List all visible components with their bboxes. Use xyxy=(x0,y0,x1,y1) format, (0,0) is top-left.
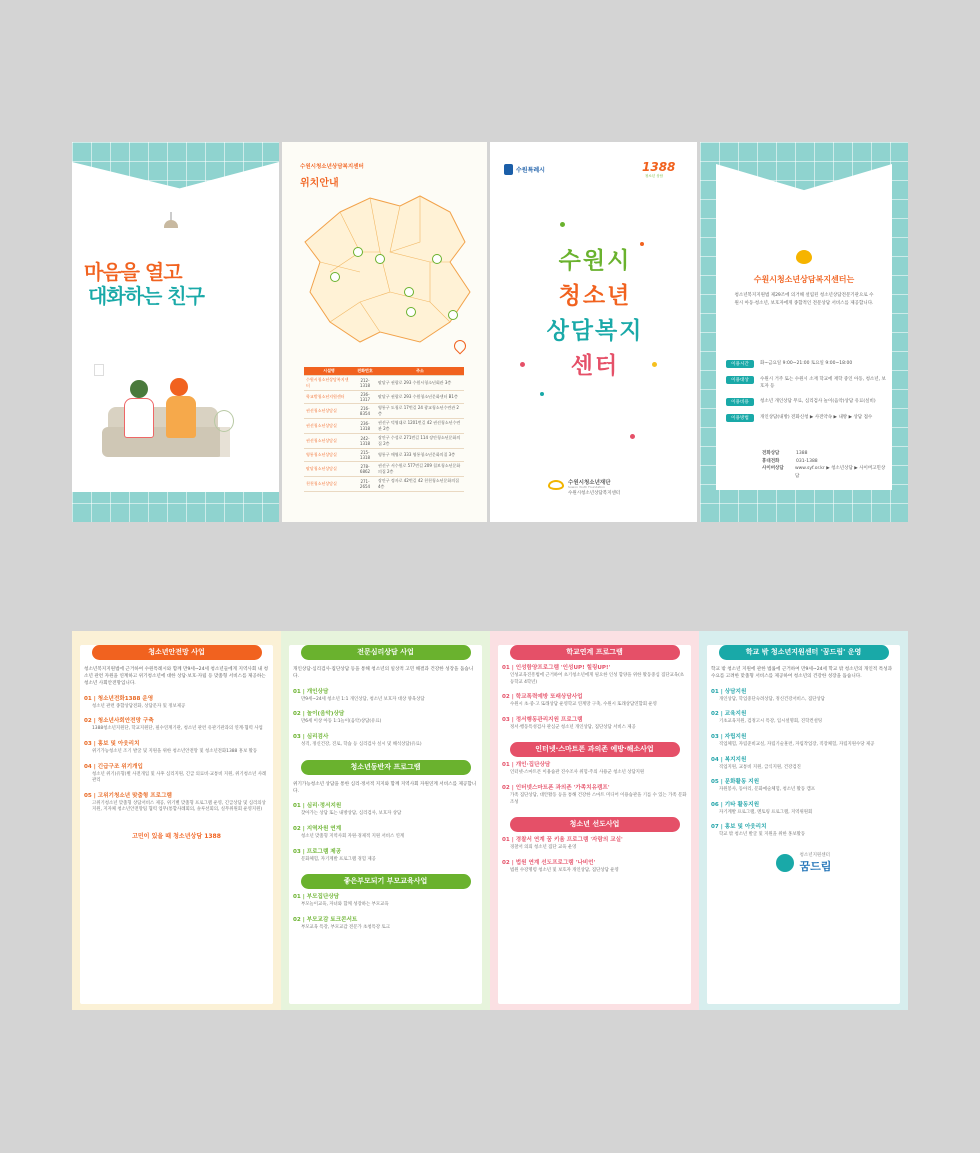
program-desc: 인성교육진흥법에 근거하여 초기청소년에게 필요한 인성 함양을 위한 활동중심 집단교육(초등학교 4학년) xyxy=(510,673,685,685)
info-extra-value: 031-1388 xyxy=(796,458,818,464)
info-row xyxy=(726,360,886,368)
section-header: 학교 밖 청소년지원센터 '꿈드림' 운영 xyxy=(719,645,889,660)
brochure-front xyxy=(72,142,908,522)
table-row xyxy=(304,419,464,434)
info-row-label: 이용시간 xyxy=(726,360,754,368)
program-item xyxy=(707,729,900,752)
back-panel-2 xyxy=(281,631,490,1010)
program-item xyxy=(289,912,482,935)
program-desc: 기초교육지원, 검정고시 특강, 입시설명회, 진학컨설팅 xyxy=(719,719,823,725)
program-name: 홍보 및 아웃리치 xyxy=(97,740,140,747)
info-row-label: 이용방법 xyxy=(726,414,754,422)
section-header: 좋은부모되기 부모교육사업 xyxy=(301,874,471,889)
program-number: 06 xyxy=(711,801,719,808)
table-cell: 242-1318 xyxy=(354,434,376,449)
program-desc: 문화체험, 자기계발 프로그램 경험 제공 xyxy=(301,856,376,862)
program-name: 프로그램 제공 xyxy=(306,848,342,855)
program-desc: 가족 집단상담, 대안활동 등을 통해 건강한 스마트 미디어 이용습관을 기를 수 있는 가족 문화 조성 xyxy=(510,793,687,805)
section-header: 청소년안전망 사업 xyxy=(92,645,262,660)
info-extra-row xyxy=(762,450,886,458)
program-name: 기타 활동지원 xyxy=(724,801,760,808)
table-cell: 수원시청소년상담복지센터 xyxy=(304,376,354,391)
section-header: 청소년동반자 프로그램 xyxy=(301,760,471,775)
program-title xyxy=(293,915,478,923)
program-number: 02 xyxy=(84,718,92,725)
program-sep: | xyxy=(300,688,307,695)
table-cell: 212-1318 xyxy=(354,376,376,391)
map-pin xyxy=(375,254,385,264)
program-desc: 성격, 정신건강, 진로, 학습 등 심리검사 실시 및 해석상담(유료) xyxy=(301,742,422,747)
program-name: 정서행동관리지원 프로그램 xyxy=(515,716,583,723)
program-item xyxy=(707,684,900,707)
table-cell: 영통구 도청로 17번길 24 광교청소년수련관 2층 xyxy=(376,404,464,419)
front-panel-main-cover: 수원특례시 1388 청소년 상담 수원시 청소년 상담복지 센터 수원시청소년재단 Suwon Youth Foundation 수원시청소년상담복지센터 xyxy=(490,142,697,522)
table-row xyxy=(304,434,464,449)
program-item xyxy=(289,844,482,867)
program-item xyxy=(289,889,482,912)
program-number: 01 xyxy=(502,837,510,844)
program-name: 고위기청소년 맞춤형 프로그램 xyxy=(97,792,172,799)
program-number: 01 xyxy=(293,803,301,810)
program-title xyxy=(293,732,478,740)
foundation-name: 수원시청소년재단 xyxy=(568,480,611,486)
location-table: 시설명 전화번호 주소 수원시청소년상담복지센터 212-1318 팔달구 권광로 293 수원시청소년회관 3층 학교밖청소년지원센터 236-1317 팔달구 권광로 293 수원청소년문화센터 B1층 권선청소년상담실 216-8354 영통구 도청로 17번길 24 광교청소년수련관 2층 권선청소년상담실 236-1318 권선구 덕영대로 1201번길 42 권선청소년수련관 2층 권선청소년상담실 242-1318 장안구 수성로 271번길 114 장안청소년문화의집 2층 영통청소년상담실 215-1318 영통구 매영로 333 영통청소년문화의집 3층 팔달청소년상담실 278-6862 권선구 서수원로 577번길 209 칠보청소년문화의집 2층 천천청소년상담실 271-2654 장안구 정자로 42번길 42 천천청소년문화의집 4층 xyxy=(304,367,464,492)
program-title xyxy=(502,715,687,723)
program-number: 02 xyxy=(293,826,301,832)
program-name: 홍보 및 아웃리치 xyxy=(724,824,767,831)
program-desc: 고위기청소년 맞춤형 상담서비스 제공, 위기별 맞춤형 프로그램 운영, 긴급상담 및 심리의상 지원, 지자체 청소년안전망팀 협력 업무(통합사례회의, 솔루션회의, 실무위원회 운영지원) xyxy=(92,800,266,813)
section-header: 인터넷·스마트폰 과의존 예방·해소사업 xyxy=(510,742,680,757)
map-heading: 위치안내 xyxy=(300,178,339,189)
info-row-label: 이용비용 xyxy=(726,398,754,406)
map-pin xyxy=(353,247,363,257)
program-number: 01 xyxy=(502,762,510,769)
program-sep: | xyxy=(509,785,516,792)
program-sep: | xyxy=(718,734,725,740)
table-cell: 장안구 수성로 271번길 114 장안청소년문화의집 2층 xyxy=(376,434,464,449)
table-cell: 216-8354 xyxy=(354,404,376,419)
program-sep: | xyxy=(300,916,307,923)
program-number: 02 xyxy=(502,859,510,866)
program-desc: 직업체험, 자립준비교실, 자립기술훈련, 자립작업장, 직장체험, 자립지원수당 제공 xyxy=(719,742,875,747)
program-number: 03 xyxy=(84,740,92,747)
program-number: 04 xyxy=(84,763,92,770)
program-number: 01 xyxy=(502,665,510,671)
program-desc: 부모교육 특강, 부모교감 전문가 초청특강 토크 xyxy=(301,924,390,930)
back-panel-3 xyxy=(490,631,699,1010)
program-name: 청소년전화1388 운영 xyxy=(97,695,154,702)
program-sep: | xyxy=(91,763,98,770)
table-cell: 팔달청소년상담실 xyxy=(304,462,354,477)
program-desc: 자원봉사, 동아리, 문화예술체험, 청소년 활동 캠프 xyxy=(719,787,815,793)
program-title xyxy=(293,687,478,695)
map-pin xyxy=(406,307,416,317)
table-cell: 권선청소년상담실 xyxy=(304,434,354,449)
info-title: 수원시청소년상담복지센터는 xyxy=(753,275,855,284)
program-item xyxy=(498,832,691,855)
program-sep: | xyxy=(509,694,516,701)
section-header: 전문심리상담 사업 xyxy=(301,645,471,660)
program-desc: 부모놀이교육, 자녀와 함께 성장하는 부모교육 xyxy=(301,902,389,908)
program-item xyxy=(707,706,900,729)
back-panel-1 xyxy=(72,631,281,1010)
program-name: 부모집단상담 xyxy=(306,894,340,901)
info-extra-value: 1388 xyxy=(796,451,808,456)
info-extra-row xyxy=(762,458,886,466)
program-name: 개인상담 xyxy=(306,688,329,695)
program-number: 01 xyxy=(84,695,92,702)
program-name: 경찰서 연계 꿈 키움 프로그램 '자람의 교실' xyxy=(515,837,623,844)
program-number: 07 xyxy=(711,824,719,831)
table-cell: 영통청소년상담실 xyxy=(304,449,354,462)
city-logo-text: 수원특례시 xyxy=(516,167,545,174)
program-name: 법원 연계 선도프로그램 '나비언' xyxy=(515,859,596,866)
program-item xyxy=(80,691,273,714)
section-intro: 개인상담·심리검사·집단상담 등을 통해 청소년의 일상적 고민 해결과 건강한 성장을 돕습니다. xyxy=(293,667,474,679)
program-number: 02 xyxy=(502,694,510,701)
program-title xyxy=(84,762,269,770)
program-item xyxy=(498,660,691,689)
table-cell: 236-1318 xyxy=(354,419,376,434)
program-title xyxy=(502,858,687,866)
program-sep: | xyxy=(509,859,516,866)
program-sep: | xyxy=(300,803,307,810)
program-number: 01 xyxy=(711,688,719,695)
lamp-icon xyxy=(164,220,178,228)
table-cell: 271-2654 xyxy=(354,477,376,492)
kkumdream-text xyxy=(800,852,832,874)
program-sep: | xyxy=(300,734,307,740)
front-panel-info xyxy=(700,142,908,522)
program-number: 01 xyxy=(293,894,301,901)
kkumdream-logo xyxy=(707,852,900,874)
cover-title-line2: 대화하는 친구 xyxy=(88,284,204,308)
kkumdream-big: 꿈드림 xyxy=(799,860,832,874)
main-title: 수원시 청소년 상담복지 센터 xyxy=(546,248,644,379)
front-panel-map xyxy=(282,142,487,522)
program-desc: 직업지원, 교통비 지원, 급식지원, 건강검진 xyxy=(719,764,801,770)
table-cell: 236-1317 xyxy=(354,391,376,404)
program-desc: 만6세 이상 아동 1:1놀이(음악)상담(유료) xyxy=(301,719,382,725)
program-title xyxy=(711,755,896,763)
program-desc: 1388청소년지원단, 학교지원단, 필수연계기관, 청소년 관련 유관기관과의 연계·협력 사업 xyxy=(92,726,263,732)
frame-icon xyxy=(94,364,104,376)
program-desc: 청소년 위기(유형)별 사전개입 및 사후 심리지원, 긴급 의료비·교통비 지원, 위기청소년 사례관리 xyxy=(92,771,267,784)
program-number: 02 xyxy=(293,916,301,923)
program-sep: | xyxy=(718,711,725,718)
program-desc: 법원 수강명령 청소년 및 보호자 개인상담, 집단상담 운영 xyxy=(510,867,619,873)
table-row xyxy=(304,404,464,419)
program-sep: | xyxy=(718,824,725,831)
table-cell: 팔달구 권광로 293 수원청소년문화센터 B1층 xyxy=(376,391,464,404)
program-name: 심리검사 xyxy=(306,734,329,740)
program-sep: | xyxy=(300,711,307,718)
info-intro: 청소년복지지원법 제29조에 의거해 설립된 청소년상담전문기관으로 수원시 아동·청소년, 보호자에게 종합적인 전문상담 서비스를 제공합니다. xyxy=(734,293,874,306)
section-header: 학교연계 프로그램 xyxy=(510,645,680,660)
program-item xyxy=(289,729,482,752)
info-extra-key: 사이버상담 xyxy=(762,466,784,472)
program-name: 인성함양프로그램 '인성UP! 힐링UP!' xyxy=(515,665,611,671)
program-desc: 청소년 맞춤형 지역사회 자원·경제적 지원 서비스 연계 xyxy=(301,834,405,839)
map-pin xyxy=(330,272,340,282)
program-item xyxy=(289,706,482,729)
badge-1388: 1388 xyxy=(642,160,676,174)
program-number: 03 xyxy=(711,734,719,740)
program-item xyxy=(289,684,482,707)
program-number: 03 xyxy=(293,848,301,855)
program-title xyxy=(293,801,478,809)
section-header: 청소년 선도사업 xyxy=(510,817,680,832)
program-name: 인터넷스마트폰 과의존 '가족치유캠프' xyxy=(515,785,610,792)
program-title xyxy=(711,709,896,717)
program-desc: 청소년 관련 종합상담전화, 상담문자 및 정보제공 xyxy=(92,703,186,709)
program-sep: | xyxy=(718,756,725,763)
front-panel-cover-illustration xyxy=(72,142,279,522)
program-name: 자립지원 xyxy=(724,734,747,740)
program-title xyxy=(502,760,687,768)
table-row xyxy=(304,449,464,462)
table-cell: 215-1318 xyxy=(354,449,376,462)
program-sep: | xyxy=(509,837,516,844)
info-extra-value: www.syf.or.kr ▶ 청소년상담 ▶ 사이버고민상담 xyxy=(794,466,886,479)
person-green-icon xyxy=(130,380,148,398)
table-row xyxy=(304,376,464,391)
program-name: 긴급구조 위기개입 xyxy=(97,763,143,770)
program-desc: 정서·행동특성검사 관심군 청소년 개인상담, 집단상담 서비스 제공 xyxy=(510,724,636,730)
info-row xyxy=(726,414,886,422)
info-row-value: 개인상담(내방) 전화신청 ▶ 사전약속 ▶ 내방 ▶ 상담 접수 xyxy=(760,415,873,421)
program-sep: | xyxy=(300,826,307,832)
program-desc: 만9세~24세 청소년 1:1 개인상담, 청소년 보호자 대상 양육상담 xyxy=(301,696,425,702)
map-pin xyxy=(404,287,414,297)
program-desc: 경찰서 의뢰 청소년 집단 교육 운영 xyxy=(510,845,577,851)
program-item xyxy=(707,752,900,775)
program-sep: | xyxy=(300,894,307,901)
table-cell: 학교밖청소년지원센터 xyxy=(304,391,354,404)
program-desc: 학교 밖 청소년 발굴 및 지원을 위한 홍보활동 xyxy=(719,832,806,838)
program-item xyxy=(498,757,691,780)
program-item xyxy=(498,780,691,809)
program-title xyxy=(293,709,478,717)
program-item xyxy=(707,797,900,820)
program-number: 02 xyxy=(502,785,510,792)
table-cell: 권선청소년상담실 xyxy=(304,404,354,419)
program-sep: | xyxy=(91,718,98,725)
table-row xyxy=(304,462,464,477)
program-item xyxy=(707,774,900,797)
program-sep: | xyxy=(718,801,725,808)
table-cell: 장안구 정자로 42번길 42 천천청소년문화의집 4층 xyxy=(376,477,464,492)
program-item xyxy=(707,819,900,842)
program-number: 02 xyxy=(711,711,719,718)
info-extra-key: 휴대전화 xyxy=(762,458,780,464)
info-row-value: 청소년 개인상담 무료, 심리검사 놀이(음악)상담 유료(실비) xyxy=(760,399,876,405)
program-name: 학교폭력예방 또래상담사업 xyxy=(515,694,583,701)
map-pin xyxy=(432,254,442,264)
program-name: 지역자원 연계 xyxy=(306,826,342,832)
info-extra-row xyxy=(762,465,886,480)
program-item xyxy=(289,821,482,844)
program-title xyxy=(502,692,687,700)
info-row-value: 수원시 거주 또는 수원시 소재 학교에 재학 중인 아동, 청소년, 보호자 등 xyxy=(760,377,886,390)
table-row xyxy=(304,391,464,404)
foundation-logo-icon xyxy=(796,250,812,264)
program-sep: | xyxy=(91,740,98,747)
map-pin xyxy=(448,310,458,320)
program-desc: 수원시 초·중·고 또래상담 운영학교 연계망 구축, 수원시 또래상담연합회 운영 xyxy=(510,702,657,708)
table-row xyxy=(304,477,464,492)
program-number: 05 xyxy=(711,779,719,786)
kkumdream-icon xyxy=(776,854,794,872)
kkumdream-small: 청소년지원센터 xyxy=(799,853,830,859)
program-title xyxy=(84,739,269,747)
program-title xyxy=(84,694,269,702)
program-item xyxy=(498,712,691,735)
program-name: 상담지원 xyxy=(724,688,747,695)
program-title xyxy=(711,800,896,808)
program-sep: | xyxy=(509,665,516,671)
program-title xyxy=(502,663,687,671)
program-number: 02 xyxy=(293,711,301,718)
program-item xyxy=(80,736,273,759)
program-number: 03 xyxy=(293,734,301,740)
info-row-value: 화~금요일 9:00~21:00 토요일 9:00~18:00 xyxy=(760,361,853,366)
program-name: 청소년사회안전망 구축 xyxy=(97,718,154,725)
program-name: 심리·정서지원 xyxy=(306,803,342,810)
info-rows xyxy=(726,360,886,430)
section-intro: 청소년복지지원법에 근거하여 수원특례시와 함께 만9세~24세 청소년들에게 지역사회 내 청소년 관련 자원을 연계하고 위기청소년에 대한 상담·보호·자립 등 맞춤형 서비스를 제공하는 청소년 사회안전망입니다. xyxy=(84,667,269,686)
program-sep: | xyxy=(718,779,725,786)
program-sep: | xyxy=(718,688,725,695)
program-item xyxy=(498,855,691,878)
program-title xyxy=(711,687,896,695)
program-item xyxy=(498,689,691,712)
section-intro: 위기가능청소년 상담을 통한 심리·정서적 지지와 함께 지역사회 자원연계 서비스를 제공합니다. xyxy=(293,781,477,794)
table-cell: 278-6862 xyxy=(354,462,376,477)
table-cell: 권선청소년상담실 xyxy=(304,419,354,434)
program-name: 교육지원 xyxy=(724,711,747,718)
program-sep: | xyxy=(300,848,307,855)
foundation-logo-icon xyxy=(548,480,564,490)
program-title xyxy=(711,732,896,740)
program-title xyxy=(293,847,478,855)
program-title xyxy=(711,822,896,830)
brochure-back xyxy=(72,631,908,1010)
person-orange-icon xyxy=(170,378,188,396)
table-cell: 팔달구 권광로 293 수원시청소년회관 3층 xyxy=(376,376,464,391)
program-name: 문화활동 지원 xyxy=(724,779,760,786)
program-desc: 인터넷·스마트폰 이용습관 진수조사 위험·주의 사용군 청소년 상담지원 xyxy=(510,770,645,776)
program-name: 복지지원 xyxy=(724,756,747,763)
map-org: 수원시청소년상담복지센터 xyxy=(300,164,364,170)
program-number: 03 xyxy=(502,716,510,723)
program-name: 놀이(음악)상담 xyxy=(306,711,345,718)
info-row-label: 이용대상 xyxy=(726,376,754,384)
table-cell: 권선구 서수원로 577번길 209 칠보청소년문화의집 2층 xyxy=(376,462,464,477)
program-name: 부모교감 토크콘서트 xyxy=(306,916,358,923)
program-item xyxy=(80,788,273,817)
info-extra xyxy=(762,450,886,481)
program-sep: | xyxy=(509,716,516,723)
table-cell: 천천청소년상담실 xyxy=(304,477,354,492)
cover-title-line1: 마음을 열고 xyxy=(84,260,182,284)
city-logo-icon xyxy=(504,164,513,175)
info-row xyxy=(726,376,886,390)
program-sep: | xyxy=(91,695,98,702)
program-item xyxy=(80,759,273,788)
program-sep: | xyxy=(91,792,98,799)
program-title xyxy=(502,783,687,791)
program-sep: | xyxy=(509,762,516,769)
program-item xyxy=(80,713,273,736)
suwon-map xyxy=(300,192,475,352)
program-desc: 자기계발 프로그램, 멘토링 프로그램, 지역위원회 xyxy=(719,809,813,815)
program-number: 05 xyxy=(84,792,92,799)
program-title xyxy=(293,892,478,900)
program-desc: 개인상담, 학업중단숙려상담, 정신건강서비스, 집단상담 xyxy=(719,696,825,702)
program-number: 04 xyxy=(711,756,719,763)
table-cell: 권선구 덕영대로 1201번길 42 권선청소년수련관 2층 xyxy=(376,419,464,434)
program-title xyxy=(84,716,269,724)
program-number: 01 xyxy=(293,688,301,695)
back-panel-4 xyxy=(699,631,908,1010)
program-desc: 위기가능청소년 조기 발굴 및 지원을 위한 청소년안전망 및 청소년전화1388 홍보 활동 xyxy=(92,748,258,754)
program-title xyxy=(84,791,269,799)
program-title xyxy=(502,835,687,843)
info-row xyxy=(726,398,886,406)
info-extra-key: 전화상담 xyxy=(762,451,780,456)
section-intro: 학교 밖 청소년 지원에 관한 법률에 근거하여 만9세~24세 학교 밖 청소년의 개인적 특성과 수요를 고려한 맞춤형 서비스를 제공하여 청소년의 건강한 성장을 돕습니다. xyxy=(711,667,893,679)
program-desc: 찾아가는 상담 또는 내방상담, 심리검사, 보호자 상담 xyxy=(301,811,402,817)
program-title xyxy=(711,777,896,785)
program-item xyxy=(289,798,482,821)
table-cell: 영통구 매영로 333 영통청소년문화의집 3층 xyxy=(376,449,464,462)
program-title xyxy=(293,824,478,832)
footer-1388: 고민이 있을 때 청소년상담 1388 xyxy=(132,832,221,840)
program-name: 개인·집단상담 xyxy=(515,762,551,769)
